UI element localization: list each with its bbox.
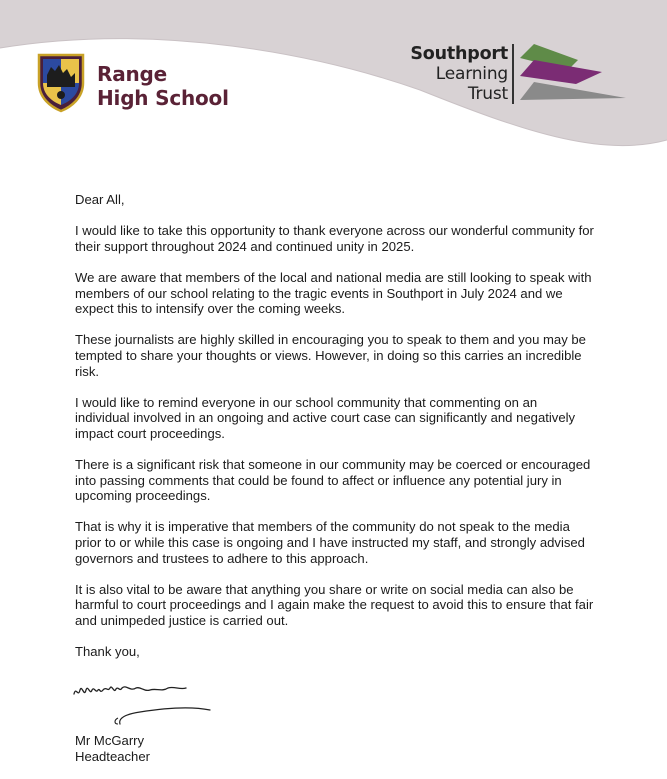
trust-name-line3: Trust (467, 84, 508, 104)
paragraph: I would like to remind everyone in our school community that commenting on an individual involved in an ongoing and active court case can significantly and negatively impact court proceedings. (75, 394, 576, 441)
paragraph: We are aware that members of the local and national media are still looking to speak with members of our school relating to the tragic events in Southport in July 2024 and we expect this to intensify over the coming weeks. (75, 269, 592, 317)
paragraph: There is a significant risk that someone in our community may be coerced or encouraged into passing comments that could be found to affect or influence any potential jury in upcoming proceedings. (75, 457, 591, 504)
school-name-line2: High School (97, 86, 229, 110)
signatory-title: Headteacher (75, 748, 150, 764)
trust-name-line2: Learning (435, 64, 508, 84)
school-name-line1: Range (97, 62, 168, 86)
signatory-name: Mr McGarry (75, 733, 145, 748)
paragraph: It is also vital to be aware that anything you share or write on social media can also be harmful to court proceedings and I again make the request to avoid this to ensure that fair and unimpeded justice is carried out. (75, 581, 594, 629)
sign-off (75, 733, 150, 764)
signature-icon (70, 680, 215, 728)
trust-name-line1: Southport (410, 44, 508, 64)
school-crest-icon (37, 53, 85, 113)
paragraph: I would like to take this opportunity to thank everyone across our wonderful community for their support throughout 2024 and continued unity in 2025. (75, 223, 594, 254)
trust-divider (512, 44, 514, 104)
trust-logo-icon (516, 42, 628, 102)
paragraph: That is why it is imperative that members of the community do not speak to the media prior to or while this case is ongoing and I have instructed my staff, and strongly advised governors and trustees to adhere to this approach. (75, 519, 585, 566)
paragraph: These journalists are highly skilled in encouraging you to speak to them and you may be tempted to share your thoughts or views. However, in doing so this carries an incredible risk. (75, 332, 586, 379)
school-name (97, 62, 229, 110)
trust-name (396, 44, 508, 104)
salutation: Dear All, (75, 192, 125, 207)
letter-body (75, 192, 595, 675)
closing: Thank you, (75, 644, 140, 660)
